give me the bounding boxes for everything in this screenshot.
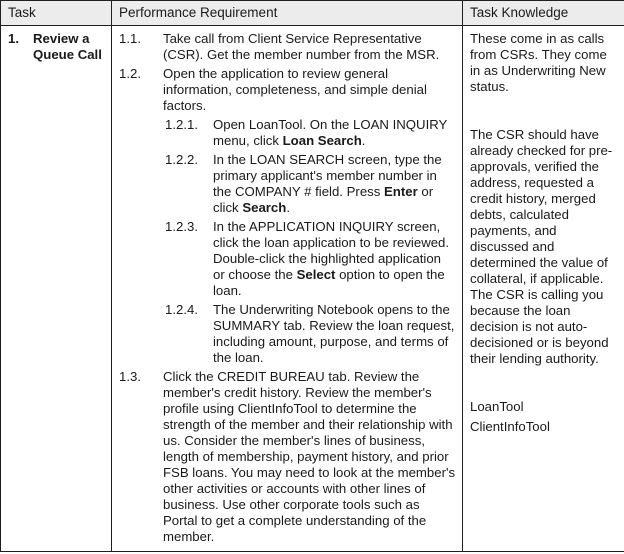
step-number: 1.2.	[119, 66, 141, 81]
step-text: In the LOAN SEARCH screen, type the primary applicant's member number in the COMPANY # field. Press Enter or click Search.	[213, 152, 442, 215]
step-text: In the APPLICATION INQUIRY screen, click the loan application to be reviewed. Double-click the highlighted application or choose the Select option to open the loan.	[213, 219, 450, 298]
header-row	[1, 1, 624, 26]
task-name: Review a Queue Call	[33, 31, 102, 62]
step-1-2-2	[165, 152, 456, 216]
step-number: 1.2.3.	[165, 219, 198, 234]
knowledge-cell	[463, 26, 624, 552]
ui-term-select: Select	[296, 267, 336, 282]
table-row	[1, 26, 624, 552]
step-1-2-1	[165, 117, 456, 149]
step-text: The Underwriting Notebook opens to the SUMMARY tab. Review the loan request, including amount, purpose, and terms of the loan.	[213, 302, 455, 365]
step-number: 1.1.	[119, 31, 141, 46]
knowledge-tool-loantool: LoanTool	[470, 399, 524, 414]
task-cell	[1, 26, 112, 552]
step-number: 1.2.2.	[165, 152, 198, 167]
step-1-3	[119, 369, 456, 545]
header-task: Task	[1, 1, 112, 26]
step-number: 1.2.4.	[165, 302, 198, 317]
step-1-2-3	[165, 219, 456, 299]
knowledge-tool-clientinfotool: ClientInfoTool	[470, 419, 550, 434]
step-number: 1.3.	[119, 369, 141, 384]
step-text: Take call from Client Service Representative (CSR). Get the member number from the MSR.	[163, 31, 440, 62]
step-1-2	[119, 66, 456, 114]
ui-term-loan-search: Loan Search	[282, 133, 362, 148]
header-task-knowledge: Task Knowledge	[463, 1, 624, 26]
ui-term-enter: Enter	[384, 184, 418, 199]
step-text: Click the CREDIT BUREAU tab. Review the member's credit history. Review the member's profile using ClientInfoTool to determine the strength of the member and their relationship with us. Consider the member's lines of business, length of membership, payment history, and prior FSB loans. You may need to look at the member's other activities or accounts with other lines of business. Use other corporate tools such as Portal to get a complete understanding of the member.	[163, 369, 456, 544]
step-1-2-4	[165, 302, 456, 366]
knowledge-csr-calls: These come in as calls from CSRs. They come in as Underwriting New status.	[470, 31, 607, 94]
header-performance-requirement: Performance Requirement	[112, 1, 463, 26]
step-text: Open the application to review general information, completeness, and simple denial factors.	[163, 66, 427, 113]
knowledge-csr-checks: The CSR should have already checked for pre-approvals, verified the address, requested a credit history, merged debts, calculated payments, and discussed and determined the value of collateral, if applicable. The CSR is calling you because the loan decision is not auto-decisioned or is beyond their lending authority.	[470, 127, 613, 366]
step-1-1	[119, 31, 456, 63]
performance-cell	[112, 26, 463, 552]
ui-term-search: Search	[242, 200, 287, 215]
step-text: Open LoanTool. On the LOAN INQUIRY menu, click Loan Search.	[213, 117, 448, 148]
task-number: 1.	[8, 31, 19, 46]
step-number: 1.2.1.	[165, 117, 198, 132]
